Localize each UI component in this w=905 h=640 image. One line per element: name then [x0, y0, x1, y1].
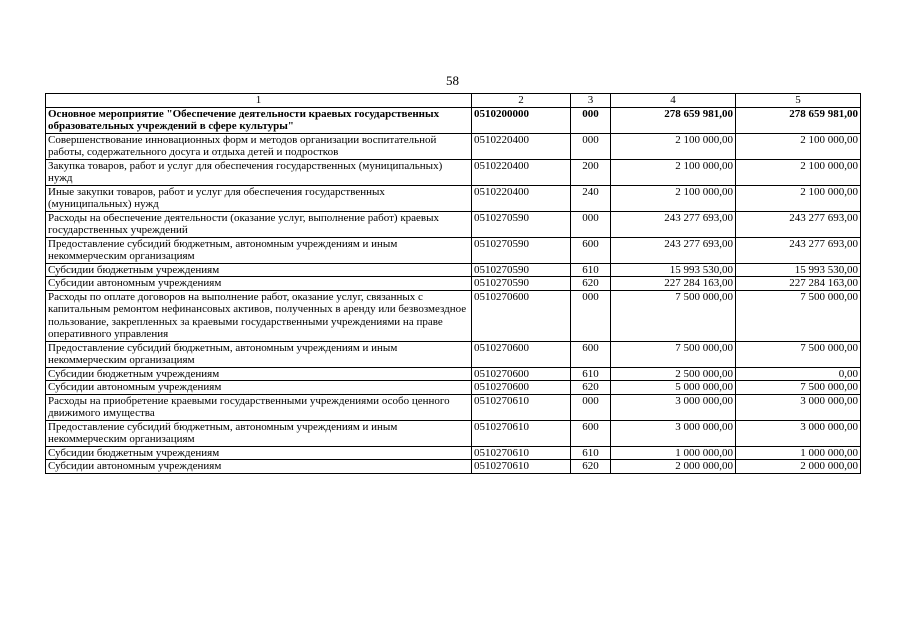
row-amount-col4-cell: 243 277 693,00	[611, 211, 736, 237]
column-header: 4	[611, 94, 736, 108]
row-code-cell: 0510270600	[472, 290, 571, 341]
row-code-cell: 0510270610	[472, 420, 571, 446]
row-amount-col4-cell: 3 000 000,00	[611, 420, 736, 446]
row-amount-col4-cell: 7 500 000,00	[611, 341, 736, 367]
table-row	[46, 107, 861, 133]
row-type-cell: 600	[571, 341, 611, 367]
row-code-cell: 0510270590	[472, 237, 571, 263]
row-amount-col5-cell: 2 000 000,00	[736, 460, 861, 474]
row-amount-col5-cell: 243 277 693,00	[736, 237, 861, 263]
table-row	[46, 237, 861, 263]
table-header-row	[46, 94, 861, 108]
row-amount-col4-cell: 243 277 693,00	[611, 237, 736, 263]
row-amount-col5-cell: 7 500 000,00	[736, 381, 861, 395]
row-code-cell: 0510220400	[472, 159, 571, 185]
row-name-cell: Субсидии бюджетным учреждениям	[46, 446, 472, 460]
row-amount-col5-cell: 2 100 000,00	[736, 185, 861, 211]
row-name-cell: Основное мероприятие "Обеспечение деятельности краевых государственных образовательных учреждений в сфере культуры"	[46, 107, 472, 133]
row-name-cell: Субсидии автономным учреждениям	[46, 460, 472, 474]
row-name-cell: Субсидии бюджетным учреждениям	[46, 263, 472, 277]
row-name-cell: Закупка товаров, работ и услуг для обеспечения государственных (муниципальных) нужд	[46, 159, 472, 185]
row-amount-col4-cell: 15 993 530,00	[611, 263, 736, 277]
row-amount-col4-cell: 2 000 000,00	[611, 460, 736, 474]
row-name-cell: Расходы на приобретение краевыми государственными учреждениями особо ценного движимого имущества	[46, 394, 472, 420]
table-row	[46, 381, 861, 395]
table-row	[46, 263, 861, 277]
column-header: 2	[472, 94, 571, 108]
row-name-cell: Субсидии автономным учреждениям	[46, 277, 472, 291]
row-amount-col4-cell: 227 284 163,00	[611, 277, 736, 291]
row-code-cell: 0510270600	[472, 381, 571, 395]
row-code-cell: 0510220400	[472, 185, 571, 211]
row-code-cell: 0510200000	[472, 107, 571, 133]
column-header: 5	[736, 94, 861, 108]
row-amount-col4-cell: 7 500 000,00	[611, 290, 736, 341]
row-amount-col4-cell: 3 000 000,00	[611, 394, 736, 420]
row-amount-col5-cell: 3 000 000,00	[736, 394, 861, 420]
row-name-cell: Совершенствование инновационных форм и методов организации воспитательной работы, содержательного досуга и отдыха детей и подростков	[46, 133, 472, 159]
table-row	[46, 446, 861, 460]
table-row	[46, 394, 861, 420]
row-name-cell: Субсидии бюджетным учреждениям	[46, 367, 472, 381]
row-amount-col5-cell: 7 500 000,00	[736, 290, 861, 341]
row-name-cell: Предоставление субсидий бюджетным, автономным учреждениям и иным некоммерческим организациям	[46, 237, 472, 263]
row-type-cell: 600	[571, 237, 611, 263]
row-type-cell: 000	[571, 211, 611, 237]
page-number: 58	[446, 73, 459, 88]
row-amount-col5-cell: 1 000 000,00	[736, 446, 861, 460]
row-type-cell: 240	[571, 185, 611, 211]
budget-table-body	[46, 94, 861, 474]
row-type-cell: 620	[571, 460, 611, 474]
row-amount-col5-cell: 7 500 000,00	[736, 341, 861, 367]
row-type-cell: 610	[571, 263, 611, 277]
row-code-cell: 0510270590	[472, 277, 571, 291]
row-name-cell: Иные закупки товаров, работ и услуг для обеспечения государственных (муниципальных) нужд	[46, 185, 472, 211]
row-amount-col4-cell: 2 100 000,00	[611, 133, 736, 159]
row-code-cell: 0510270590	[472, 211, 571, 237]
table-row	[46, 367, 861, 381]
row-code-cell: 0510270610	[472, 394, 571, 420]
row-amount-col5-cell: 227 284 163,00	[736, 277, 861, 291]
row-name-cell: Субсидии автономным учреждениям	[46, 381, 472, 395]
row-amount-col4-cell: 2 100 000,00	[611, 185, 736, 211]
table-row	[46, 211, 861, 237]
row-type-cell: 000	[571, 133, 611, 159]
row-type-cell: 200	[571, 159, 611, 185]
row-code-cell: 0510270610	[472, 446, 571, 460]
row-type-cell: 620	[571, 277, 611, 291]
row-amount-col5-cell: 2 100 000,00	[736, 159, 861, 185]
table-row	[46, 290, 861, 341]
column-header: 1	[46, 94, 472, 108]
row-type-cell: 600	[571, 420, 611, 446]
row-type-cell: 000	[571, 290, 611, 341]
table-row	[46, 460, 861, 474]
row-type-cell: 000	[571, 107, 611, 133]
table-row	[46, 341, 861, 367]
budget-table	[45, 93, 861, 474]
table-row	[46, 277, 861, 291]
row-amount-col4-cell: 2 100 000,00	[611, 159, 736, 185]
row-amount-col5-cell: 3 000 000,00	[736, 420, 861, 446]
row-code-cell: 0510270590	[472, 263, 571, 277]
row-amount-col4-cell: 5 000 000,00	[611, 381, 736, 395]
row-amount-col5-cell: 0,00	[736, 367, 861, 381]
row-name-cell: Предоставление субсидий бюджетным, автономным учреждениям и иным некоммерческим организациям	[46, 341, 472, 367]
row-amount-col5-cell: 278 659 981,00	[736, 107, 861, 133]
row-code-cell: 0510270610	[472, 460, 571, 474]
row-code-cell: 0510270600	[472, 367, 571, 381]
row-amount-col4-cell: 1 000 000,00	[611, 446, 736, 460]
row-amount-col4-cell: 278 659 981,00	[611, 107, 736, 133]
row-type-cell: 610	[571, 446, 611, 460]
row-type-cell: 620	[571, 381, 611, 395]
row-name-cell: Расходы по оплате договоров на выполнение работ, оказание услуг, связанных с капитальным ремонтом нефинансовых активов, полученных в аренду или безвозмездное пользование, закрепленных за краевыми государственными учреждениями на праве оперативного управления	[46, 290, 472, 341]
row-amount-col5-cell: 15 993 530,00	[736, 263, 861, 277]
table-row	[46, 133, 861, 159]
row-amount-col5-cell: 2 100 000,00	[736, 133, 861, 159]
row-name-cell: Предоставление субсидий бюджетным, автономным учреждениям и иным некоммерческим организациям	[46, 420, 472, 446]
row-type-cell: 000	[571, 394, 611, 420]
table-row	[46, 420, 861, 446]
row-name-cell: Расходы на обеспечение деятельности (оказание услуг, выполнение работ) краевых государственных учреждений	[46, 211, 472, 237]
table-row	[46, 185, 861, 211]
column-header: 3	[571, 94, 611, 108]
table-row	[46, 159, 861, 185]
row-code-cell: 0510220400	[472, 133, 571, 159]
row-amount-col4-cell: 2 500 000,00	[611, 367, 736, 381]
row-amount-col5-cell: 243 277 693,00	[736, 211, 861, 237]
row-code-cell: 0510270600	[472, 341, 571, 367]
row-type-cell: 610	[571, 367, 611, 381]
